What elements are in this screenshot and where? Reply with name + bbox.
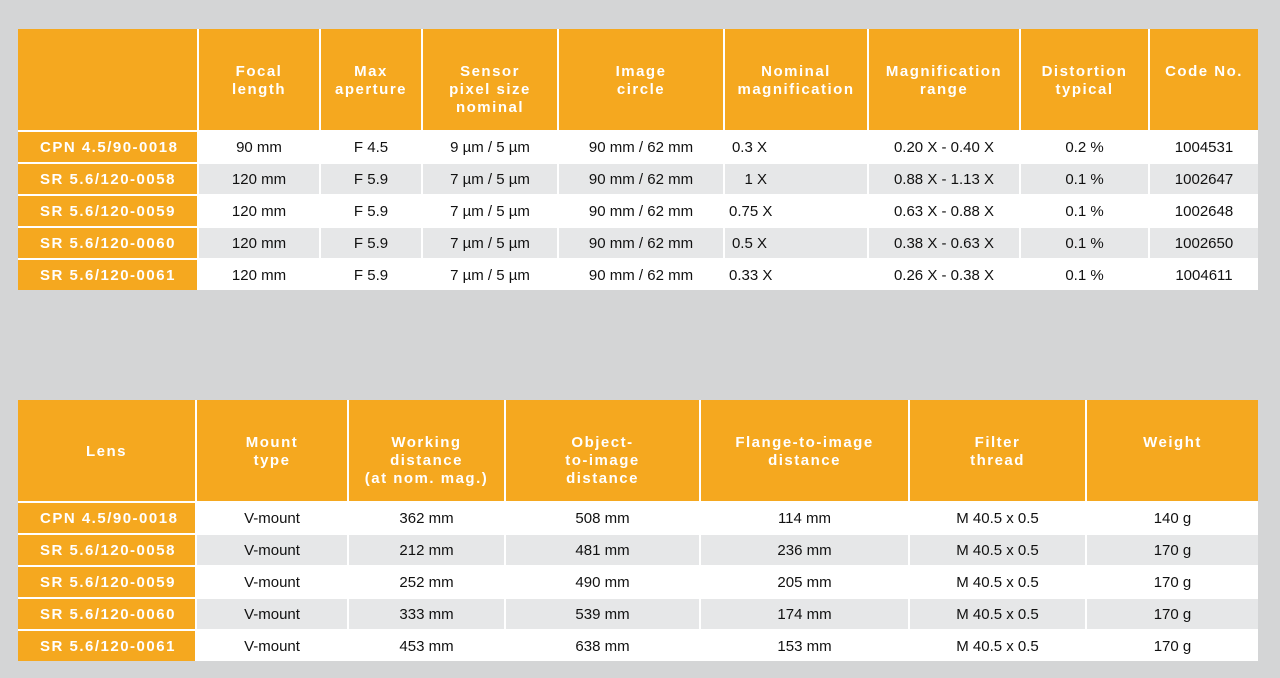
header-filter-thread: Filter thread xyxy=(909,400,1086,502)
cell-object-to-image: 508 mm xyxy=(505,502,700,534)
cell-nominal-magnification: 0.5 X xyxy=(724,227,868,259)
header-working-distance: Working distance (at nom. mag.) xyxy=(348,400,505,502)
table-row xyxy=(18,630,1258,661)
cell-code-no: 1002647 xyxy=(1149,163,1258,195)
cell-lens-name: SR 5.6/120-0060 xyxy=(18,227,198,259)
cell-working-distance: 333 mm xyxy=(348,598,505,630)
header-magnification-range: Magnification range xyxy=(868,29,1020,131)
header-max-aperture: Max aperture xyxy=(320,29,422,131)
cell-code-no: 1002648 xyxy=(1149,195,1258,227)
cell-nominal-magnification: 1 X xyxy=(724,163,868,195)
cell-sensor-pixel-size: 7 µm / 5 µm xyxy=(422,259,558,290)
cell-lens-name: SR 5.6/120-0058 xyxy=(18,163,198,195)
cell-object-to-image: 638 mm xyxy=(505,630,700,661)
cell-image-circle: 90 mm / 62 mm xyxy=(558,163,724,195)
cell-nominal-magnification: 0.33 X xyxy=(724,259,868,290)
cell-working-distance: 453 mm xyxy=(348,630,505,661)
cell-magnification-range: 0.26 X - 0.38 X xyxy=(868,259,1020,290)
cell-distortion: 0.2 % xyxy=(1020,131,1149,163)
cell-object-to-image: 539 mm xyxy=(505,598,700,630)
cell-working-distance: 362 mm xyxy=(348,502,505,534)
table-row xyxy=(18,566,1258,598)
cell-flange-to-image: 236 mm xyxy=(700,534,909,566)
header-flange-to-image: Flange-to-image distance xyxy=(700,400,909,502)
cell-working-distance: 252 mm xyxy=(348,566,505,598)
cell-weight: 170 g xyxy=(1086,566,1258,598)
cell-sensor-pixel-size: 7 µm / 5 µm xyxy=(422,227,558,259)
cell-object-to-image: 481 mm xyxy=(505,534,700,566)
header-distortion: Distortion typical xyxy=(1020,29,1149,131)
cell-image-circle: 90 mm / 62 mm xyxy=(558,227,724,259)
cell-mount-type: V-mount xyxy=(196,502,348,534)
cell-code-no: 1004531 xyxy=(1149,131,1258,163)
cell-mount-type: V-mount xyxy=(196,630,348,661)
cell-lens-name: SR 5.6/120-0061 xyxy=(18,259,198,290)
cell-filter-thread: M 40.5 x 0.5 xyxy=(909,534,1086,566)
cell-magnification-range: 0.88 X - 1.13 X xyxy=(868,163,1020,195)
lens-mechanics-table xyxy=(18,400,1258,661)
cell-focal-length: 120 mm xyxy=(198,195,320,227)
header-weight: Weight xyxy=(1086,400,1258,502)
cell-nominal-magnification: 0.75 X xyxy=(724,195,868,227)
cell-lens-name: SR 5.6/120-0061 xyxy=(18,630,196,661)
cell-filter-thread: M 40.5 x 0.5 xyxy=(909,630,1086,661)
cell-max-aperture: F 5.9 xyxy=(320,195,422,227)
cell-lens-name: SR 5.6/120-0058 xyxy=(18,534,196,566)
header-code-no: Code No. xyxy=(1149,29,1258,131)
table-row xyxy=(18,227,1258,259)
cell-focal-length: 120 mm xyxy=(198,227,320,259)
cell-lens-name: SR 5.6/120-0060 xyxy=(18,598,196,630)
header-cell-blank xyxy=(18,29,198,131)
cell-sensor-pixel-size: 7 µm / 5 µm xyxy=(422,195,558,227)
cell-nominal-magnification: 0.3 X xyxy=(724,131,868,163)
table-row xyxy=(18,598,1258,630)
cell-max-aperture: F 5.9 xyxy=(320,259,422,290)
cell-filter-thread: M 40.5 x 0.5 xyxy=(909,598,1086,630)
cell-image-circle: 90 mm / 62 mm xyxy=(558,131,724,163)
cell-filter-thread: M 40.5 x 0.5 xyxy=(909,566,1086,598)
table-row xyxy=(18,502,1258,534)
cell-magnification-range: 0.63 X - 0.88 X xyxy=(868,195,1020,227)
cell-working-distance: 212 mm xyxy=(348,534,505,566)
cell-distortion: 0.1 % xyxy=(1020,259,1149,290)
cell-code-no: 1004611 xyxy=(1149,259,1258,290)
header-lens: Lens xyxy=(18,400,196,502)
header-focal-length: Focal length xyxy=(198,29,320,131)
cell-mount-type: V-mount xyxy=(196,566,348,598)
table-header-row xyxy=(18,29,1258,131)
cell-lens-name: CPN 4.5/90-0018 xyxy=(18,502,196,534)
cell-max-aperture: F 5.9 xyxy=(320,163,422,195)
cell-object-to-image: 490 mm xyxy=(505,566,700,598)
cell-max-aperture: F 5.9 xyxy=(320,227,422,259)
header-object-to-image: Object- to-image distance xyxy=(505,400,700,502)
header-sensor-pixel-size: Sensor pixel size nominal xyxy=(422,29,558,131)
cell-image-circle: 90 mm / 62 mm xyxy=(558,259,724,290)
cell-weight: 170 g xyxy=(1086,630,1258,661)
cell-flange-to-image: 174 mm xyxy=(700,598,909,630)
table-row xyxy=(18,259,1258,290)
cell-image-circle: 90 mm / 62 mm xyxy=(558,195,724,227)
cell-code-no: 1002650 xyxy=(1149,227,1258,259)
header-nominal-magnification: Nominal magnification xyxy=(724,29,868,131)
lens-optics-table xyxy=(18,29,1258,290)
cell-lens-name: CPN 4.5/90-0018 xyxy=(18,131,198,163)
cell-distortion: 0.1 % xyxy=(1020,163,1149,195)
cell-weight: 170 g xyxy=(1086,534,1258,566)
table-row xyxy=(18,131,1258,163)
cell-lens-name: SR 5.6/120-0059 xyxy=(18,195,198,227)
cell-magnification-range: 0.38 X - 0.63 X xyxy=(868,227,1020,259)
cell-flange-to-image: 114 mm xyxy=(700,502,909,534)
cell-flange-to-image: 205 mm xyxy=(700,566,909,598)
cell-focal-length: 90 mm xyxy=(198,131,320,163)
header-mount-type: Mount type xyxy=(196,400,348,502)
table-row xyxy=(18,163,1258,195)
cell-mount-type: V-mount xyxy=(196,534,348,566)
table-row xyxy=(18,195,1258,227)
cell-focal-length: 120 mm xyxy=(198,259,320,290)
cell-magnification-range: 0.20 X - 0.40 X xyxy=(868,131,1020,163)
table-header-row xyxy=(18,400,1258,502)
cell-lens-name: SR 5.6/120-0059 xyxy=(18,566,196,598)
cell-weight: 170 g xyxy=(1086,598,1258,630)
cell-focal-length: 120 mm xyxy=(198,163,320,195)
cell-weight: 140 g xyxy=(1086,502,1258,534)
cell-sensor-pixel-size: 7 µm / 5 µm xyxy=(422,163,558,195)
cell-max-aperture: F 4.5 xyxy=(320,131,422,163)
cell-sensor-pixel-size: 9 µm / 5 µm xyxy=(422,131,558,163)
cell-distortion: 0.1 % xyxy=(1020,195,1149,227)
cell-filter-thread: M 40.5 x 0.5 xyxy=(909,502,1086,534)
cell-flange-to-image: 153 mm xyxy=(700,630,909,661)
cell-distortion: 0.1 % xyxy=(1020,227,1149,259)
cell-mount-type: V-mount xyxy=(196,598,348,630)
table-row xyxy=(18,534,1258,566)
header-image-circle: Image circle xyxy=(558,29,724,131)
